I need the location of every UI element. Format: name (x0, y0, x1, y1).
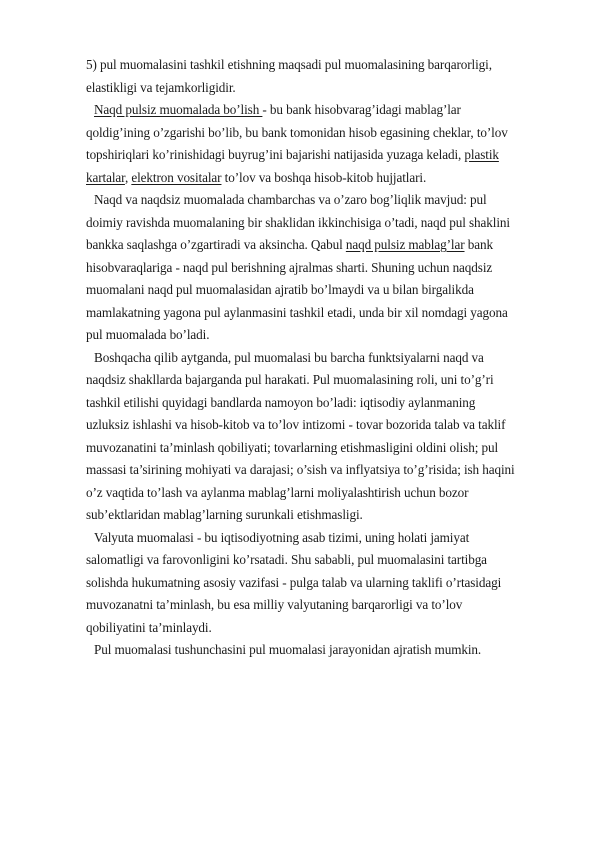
text-line (86, 414, 564, 437)
text-run: tashkil etilishi quyidagi bandlarda namoyon bo’ladi: iqtisodiy aylanmaning (86, 394, 476, 410)
text-run: elastikligi va tejamkorligidir. (86, 79, 236, 95)
text-line (86, 234, 564, 257)
link-naqd-pulsiz-muomalada[interactable]: Naqd pulsiz muomalada bo’lish (94, 102, 263, 117)
text-line (86, 212, 564, 235)
text-run: hisobvaraqlariga - naqd pul berishning ajralmas sharti. Shuning uchun naqdsiz (86, 259, 493, 275)
link-elektron-vositalar[interactable]: elektron vositalar (131, 169, 222, 185)
text-line (86, 549, 564, 572)
text-run: Naqd va naqdsiz muomalada chambarchas va o’zaro bog’liqlik mavjud: pul (94, 192, 487, 207)
text-line (86, 437, 564, 460)
text-run: qobiliyatini ta’minlaydi. (86, 619, 212, 635)
link-naqd-pulsiz-mablaglar[interactable]: naqd pulsiz mablag’lar (345, 237, 465, 252)
text-line (86, 594, 564, 617)
text-run: solishda hukumatning asosiy vazifasi - pulga talab va ularning taklifi o’rtasidagi (86, 574, 502, 590)
text-run: o’z vaqtida to’lash va aylanma mablag’larni moliyalashtirish uchun bozor (86, 484, 469, 500)
text-run: bankka saqlashga o’zgartiradi va aksincha. Qabul (86, 237, 346, 252)
text-run: Valyuta muomalasi - bu iqtisodiyotning asab tizimi, uning holati jamiyat (94, 529, 470, 545)
text-run: Boshqacha qilib aytganda, pul muomalasi bu barcha funktsiyalarni naqd va (94, 349, 484, 365)
text-line (86, 392, 564, 415)
text-line (86, 279, 564, 302)
text-line (86, 504, 564, 527)
link-kartalar[interactable]: kartalar (86, 169, 125, 185)
text-run: , (124, 169, 132, 185)
text-run: qoldig’ining o’zgarishi bo’lib, bu bank tomonidan hisob egasining cheklar, to’lov (86, 124, 508, 140)
text-run: bank (464, 237, 493, 252)
text-run: doimiy ravishda muomalaning bir shaklidan ikkinchisiga o’tadi, naqd pul shaklini (86, 214, 510, 230)
text-run: muomalani naqd pul muomalasidan ajratib bo’lmaydi va u bilan birgalikda (86, 282, 474, 297)
text-run: muvozanatini ta’minlash qobiliyati; tovarlarning etishmasligini oldini olish; pul (86, 439, 499, 455)
text-line (86, 459, 564, 482)
text-line (86, 302, 564, 325)
text-line (86, 369, 564, 392)
body-text (86, 54, 564, 662)
text-run: topshiriqlari ko’rinishidagi buyrug’ini bajarishi natijasida yuzaga keladi, (86, 147, 465, 162)
text-line (86, 482, 564, 505)
link-plastik[interactable]: plastik (464, 147, 499, 162)
text-line (86, 617, 564, 640)
text-line (86, 77, 564, 100)
text-run: muvozanatni ta’minlash, bu esa milliy valyutaning barqarorligi va to’lov (86, 597, 463, 612)
text-line (86, 572, 564, 595)
text-line (86, 347, 564, 370)
text-line (86, 527, 564, 550)
text-line (86, 54, 564, 77)
text-line (86, 639, 564, 662)
text-run: - bu bank hisobvarag’idagi mablag’lar (262, 102, 461, 117)
text-line (86, 167, 564, 190)
text-run: naqdsiz shakllarda bajarganda pul harakati. Pul muomalasining roli, uni to’g’ri (86, 372, 494, 387)
text-line (86, 257, 564, 280)
text-line (86, 122, 564, 145)
text-run: 5) pul muomalasini tashkil etishning maqsadi pul muomalasining barqarorligi, (86, 57, 492, 72)
text-run: uzluksiz ishlashi va hisob-kitob va to’lov intizomi - tovar bozorida talab va taklif (86, 417, 506, 432)
text-line (86, 324, 564, 347)
text-line (86, 189, 564, 212)
text-line (86, 144, 564, 167)
text-run: massasi ta’sirining mohiyati va darajasi; o’sish va inflyatsiya to’g’risida; ish haqini (86, 462, 515, 477)
text-run: pul muomalada bo’ladi. (86, 327, 210, 342)
text-run: salomatligi va farovonligini ko’rsatadi. Shu sababli, pul muomalasini tartibga (86, 552, 487, 567)
text-run: Pul muomalasi tushunchasini pul muomalasi jarayonidan ajratish mumkin. (94, 642, 482, 657)
text-run: sub’ektlaridan mablag’larning surunkali etishmasligi. (86, 507, 363, 522)
text-run: mamlakatning yagona pul aylanmasini tashkil etadi, unda bir xil nomdagi yagona (86, 304, 508, 320)
text-run: to’lov va boshqa hisob-kitob hujjatlari. (221, 169, 427, 185)
text-line (86, 99, 564, 122)
